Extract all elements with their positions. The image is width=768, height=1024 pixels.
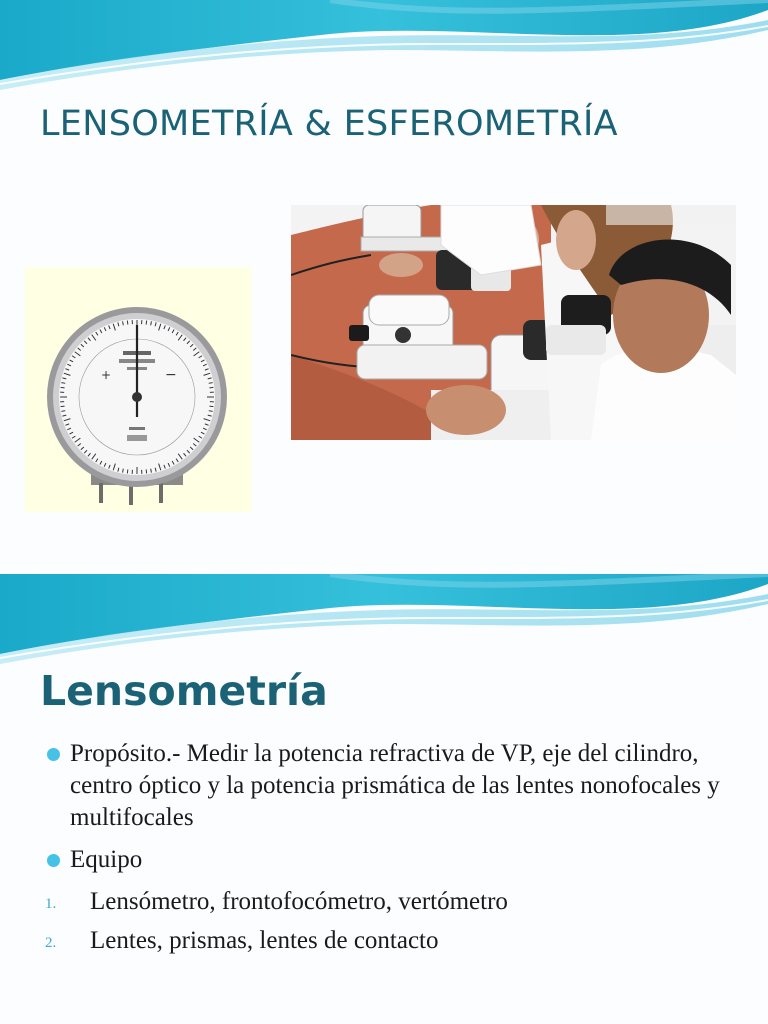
numbered-item <box>44 925 724 957</box>
header-wave-decoration <box>0 574 768 674</box>
header-wave-decoration <box>0 0 768 100</box>
numbered-text: Lentes, prismas, lentes de contacto <box>90 927 439 954</box>
dial-tick <box>209 387 213 388</box>
dial-tick <box>146 321 147 325</box>
dial-tick <box>61 387 65 388</box>
slide-title: Lensometría <box>40 667 328 715</box>
lensometer-lab-image <box>291 205 736 440</box>
svg-text:+: + <box>101 368 112 382</box>
dial-tick <box>127 321 128 325</box>
numbered-item <box>44 886 724 918</box>
bullet-text: Equipo <box>70 846 143 873</box>
bullet-dot-icon <box>47 854 60 867</box>
svg-text:−: − <box>165 367 177 383</box>
dial-tick <box>146 469 147 473</box>
slide-body <box>44 738 724 957</box>
bullet-item <box>44 844 724 876</box>
numbered-text: Lensómetro, frontofocómetro, vertómetro <box>90 888 508 915</box>
number-marker: 1. <box>45 896 57 912</box>
number-marker: 2. <box>45 935 57 951</box>
bullet-text: Propósito.- Medir la potencia refractiva de VP, eje del cilindro, centro óptico y la potencia prismática de las lentes nonofocales y multifocales <box>70 740 720 831</box>
dial-tick <box>61 406 65 407</box>
bullet-dot-icon <box>47 748 60 761</box>
dial-tick <box>127 469 128 473</box>
numbered-list <box>44 886 724 957</box>
dial-tick <box>209 406 213 407</box>
slide-2 <box>0 512 768 1024</box>
spherometer-image <box>25 267 251 512</box>
slide-title: LENSOMETRÍA & ESFEROMETRÍA <box>40 104 618 144</box>
bullet-item <box>44 738 724 834</box>
